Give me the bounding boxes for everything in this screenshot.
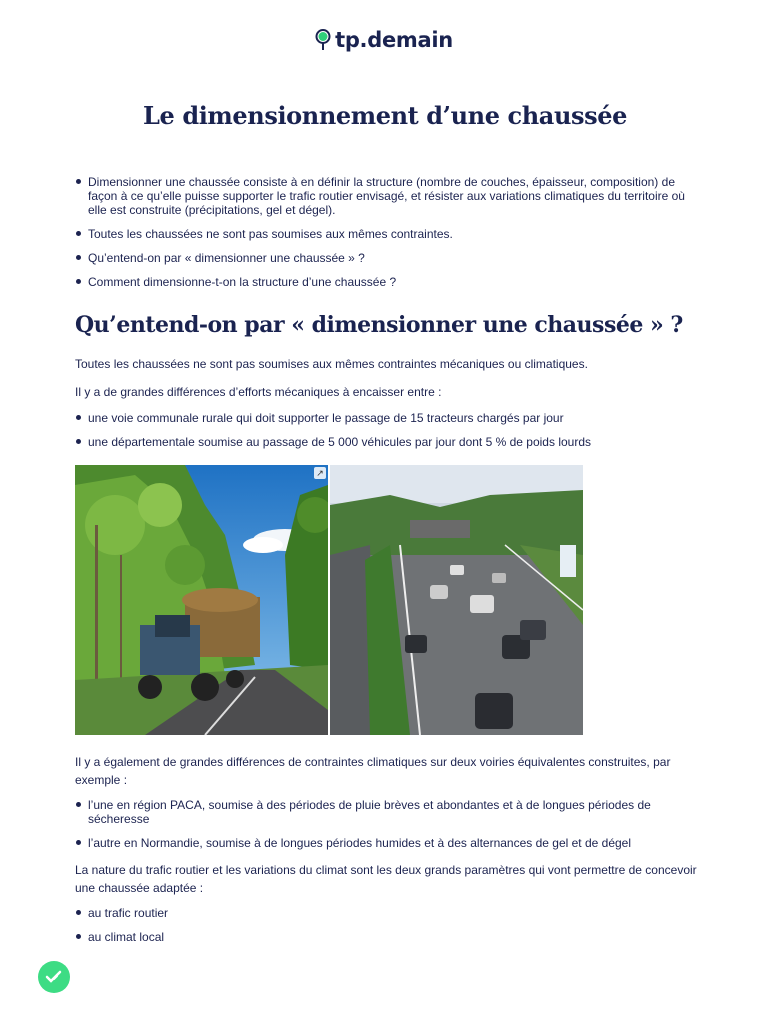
paragraph: Il y a de grandes différences d’efforts mécaniques à encaisser entre : (75, 385, 442, 399)
logo-text: tp.demain (335, 28, 453, 52)
paragraph: Toutes les chaussées ne sont pas soumises aux mêmes contraintes mécaniques ou climatiques. (75, 357, 588, 371)
adaptation-list (75, 906, 700, 944)
tree-pin-icon (315, 29, 331, 51)
list-item: Qu’entend-on par « dimensionner une chaussée » ? (75, 251, 700, 265)
list-item: Dimensionner une chaussée consiste à en définir la structure (nombre de couches, épaisseur, composition) de façon à ce qu’elle puisse supporter le trafic routier envisagé, et résister aux variations climatiques du territoire où elle est construite (précipitations, gel et dégel). (75, 175, 700, 217)
image-source-icon[interactable]: ↗ (314, 467, 326, 479)
traffic-list (75, 411, 700, 449)
check-icon (45, 970, 63, 984)
logo[interactable] (0, 28, 768, 52)
check-action-button[interactable] (38, 961, 70, 993)
photo-pair (75, 465, 583, 735)
section-heading: Qu’entend-on par « dimensionner une chaussée » ? (75, 312, 683, 338)
tractor-photo (75, 465, 328, 735)
paragraph: Il y a également de grandes différences de contraintes climatiques sur deux voiries équivalentes construites, par exemple : (75, 755, 671, 787)
page-title: Le dimensionnement d’une chaussée (143, 101, 627, 130)
list-item: une voie communale rurale qui doit supporter le passage de 15 tracteurs chargés par jour (75, 411, 700, 425)
list-item: une départementale soumise au passage de 5 000 véhicules par jour dont 5 % de poids lourds (75, 435, 700, 449)
climate-list (75, 798, 700, 850)
list-item: Comment dimensionne-t-on la structure d’une chaussée ? (75, 275, 700, 289)
list-item: au climat local (75, 930, 700, 944)
paragraph: La nature du trafic routier et les variations du climat sont les deux grands paramètres qui vont permettre de concevoir une chaussée adaptée : (75, 863, 697, 895)
traffic-photo (330, 465, 583, 735)
intro-list (75, 175, 700, 289)
list-item: au trafic routier (75, 906, 700, 920)
list-item: Toutes les chaussées ne sont pas soumises aux mêmes contraintes. (75, 227, 700, 241)
list-item: l’autre en Normandie, soumise à de longues périodes humides et à des alternances de gel et de dégel (75, 836, 700, 850)
list-item: l’une en région PACA, soumise à des périodes de pluie brèves et abondantes et à de longues périodes de sécheresse (75, 798, 700, 826)
